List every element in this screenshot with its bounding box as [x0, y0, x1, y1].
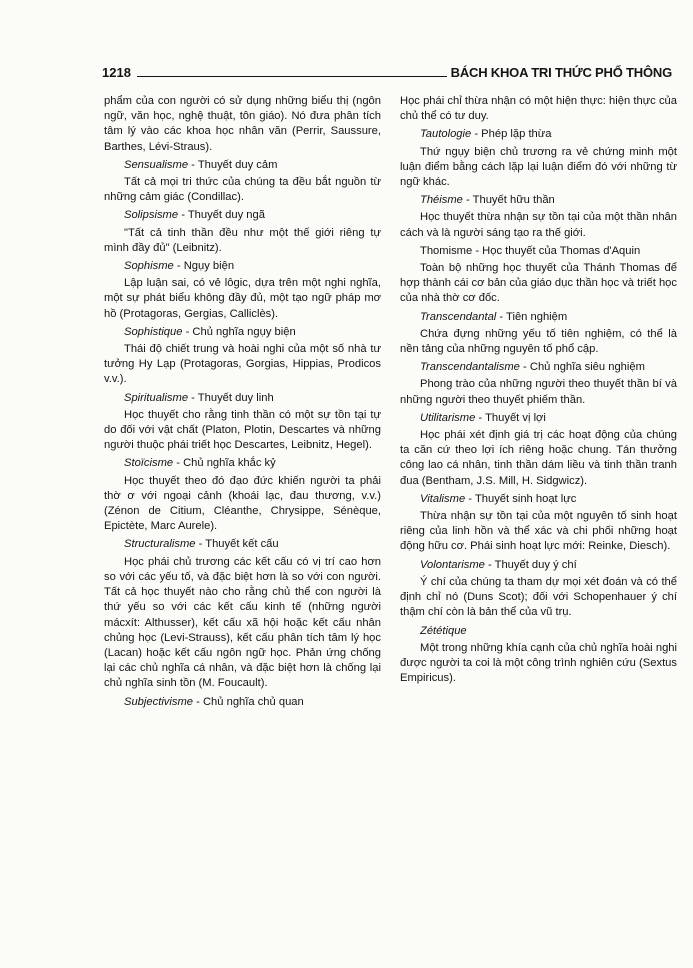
entry-definition: Lập luận sai, có vẻ lôgic, dựa trên một nghi nghĩa, một sự phát biểu không đầy đủ, một tạo ngữ pháp mơ hồ (Protagoras, Gergias, Calliclès). — [104, 277, 381, 320]
entry-heading — [400, 411, 677, 426]
glossary-entry — [400, 360, 677, 408]
entry-term: Théisme — [420, 194, 463, 207]
entry-definition: Học thuyết cho rằng tinh thần có một sự tồn tại tự do đối với vật chất (Platon, Plotin, Descartes và những người thuộc phái triết học Descartes, Leibnitz, Hegel). — [104, 408, 381, 452]
entry-definition: Một trong những khía cạnh của chủ nghĩa hoài nghi được người ta coi là một công trình nghiên cứu (Sextus Empiricus). — [400, 641, 677, 685]
entry-separator: - — [195, 538, 206, 551]
entry-term: Transcendantal — [420, 310, 497, 323]
entry-heading — [104, 695, 381, 710]
glossary-entry — [400, 193, 677, 241]
entry-translation: Ngụy biện — [183, 260, 235, 273]
entry-term: Transcendantalisme — [420, 361, 520, 374]
entry-definition: Thứ ngụy biện chủ trương ra vẻ chứng minh một luận điểm bằng cách lặp lại luận điểm đó với những từ ngữ khác. — [400, 145, 677, 189]
entry-term: Subjectivisme — [124, 695, 194, 708]
entry-separator: - — [471, 128, 482, 141]
glossary-entry — [104, 537, 381, 691]
entry-term: Utilitarisme — [420, 411, 476, 424]
running-header — [102, 62, 672, 80]
entry-separator: - — [173, 260, 184, 273]
entry-separator: - — [188, 158, 198, 171]
entry-heading — [104, 208, 381, 223]
entry-translation: Thuyết kết cấu — [205, 538, 279, 551]
entry-heading — [400, 624, 677, 639]
entry-term: Sophisme — [124, 260, 174, 273]
entry-term: Volontarisme — [420, 558, 485, 571]
entry-term: Vitalisme — [420, 492, 466, 505]
glossary-entry — [104, 158, 381, 206]
entry-separator: - — [465, 492, 475, 505]
entry-heading — [400, 310, 677, 325]
entry-definition: Tất cả mọi tri thức của chúng ta đều bắt nguồn từ những cảm giác (Condillac). — [104, 176, 381, 204]
glossary-entry — [104, 325, 381, 388]
entry-heading — [104, 158, 381, 173]
entry-definition: Thái độ chiết trung và hoài nghi của một số nhà tư tưởng Hy Lạp (Protagoras, Gorgias, Hippias, Prodicos v.v.). — [104, 343, 381, 386]
entry-translation: Chủ nghĩa chủ quan — [202, 695, 304, 708]
entry-heading — [400, 127, 677, 142]
entry-translation: Thuyết sinh hoạt lực — [474, 492, 577, 505]
entry-term: Spiritualisme — [124, 391, 189, 404]
entry-heading — [400, 244, 677, 259]
continuation-text: Học phái chỉ thừa nhận có một hiện thực: hiện thực của chủ thể có tư duy. — [400, 95, 677, 123]
header-rule — [137, 76, 447, 77]
entry-definition: Toàn bộ những học thuyết của Thánh Thomas để hợp thành cái cơ bản của giáo dục thần học và triết học của nhà thờ cơ đốc. — [400, 262, 677, 305]
entry-separator: - — [462, 194, 473, 207]
entry-definition: Học thuyết theo đó đạo đức khiến người ta phải thờ ơ với ngoại cảnh (khoái lạc, đau thương, v.v.) (Zénon de Citium, Cléanthe, Chrysippe, Sénèque, Epictète, Marc Aurele). — [104, 474, 381, 533]
entry-list — [104, 158, 381, 710]
entry-translation: Thuyết duy ngã — [187, 209, 265, 222]
entry-translation: Tiên nghiệm — [506, 310, 568, 323]
entry-term: Sensualisme — [124, 158, 189, 171]
entry-heading — [104, 325, 381, 340]
entry-heading — [104, 537, 381, 552]
book-title: BÁCH KHOA TRI THỨC PHỔ THÔNG — [450, 65, 672, 80]
entry-term: Zététique — [420, 624, 467, 637]
glossary-entry — [104, 259, 381, 322]
entry-separator: - — [519, 361, 530, 374]
entry-term: Tautologie — [420, 128, 472, 141]
entry-translation: Thomisme - Học thuyết của Thomas d'Aquin — [420, 244, 641, 257]
entry-translation: Chủ nghĩa khắc kỷ — [183, 457, 276, 470]
glossary-entry — [400, 558, 677, 621]
entry-term: Stoïcisme — [124, 457, 174, 470]
entry-heading — [104, 456, 381, 471]
glossary-entry — [104, 208, 381, 256]
entry-term: Solipsisme — [124, 209, 179, 222]
entry-translation: Thuyết duy ý chí — [494, 558, 577, 571]
glossary-entry — [400, 127, 677, 190]
entry-translation: Thuyết duy linh — [197, 391, 274, 404]
entry-definition: Ý chí của chúng ta tham dự mọi xét đoán và có thể định chỉ nó (Duns Scot); đối với Schopenhauer ý chí thậm chí còn là bản thể của vũ trụ. — [400, 575, 677, 619]
entry-heading — [400, 360, 677, 375]
entry-term: Sophistique — [124, 325, 183, 338]
entry-term: Structuralisme — [124, 538, 196, 551]
entry-heading — [400, 558, 677, 573]
entry-separator: - — [188, 391, 198, 404]
entry-definition: Học phái chủ trương các kết cấu có vị trí cao hơn so với các yếu tố, và đặc biệt hơn là so với con người. Tất cả học thuyết nào cho rằng chủ thể con người là thứ yếu so với các kết cấu kinh tế (những người mácxít: Althusser), kết cấu xã hội hoặc kết cấu nhân chủng học (Levi-Strauss), kết cấu phân tích tâm lý học (Lacan) hoặc kết cấu ngôn ngữ học. Phản ứng chống lại các chủ nghĩa cá nhân, và đặc biệt hơn là chống lại chủ nghĩa sinh tồn (M. Foucault). — [104, 555, 381, 690]
entry-translation: Chủ nghĩa ngụy biện — [192, 325, 296, 338]
entry-separator: - — [173, 457, 184, 470]
entry-separator: - — [496, 310, 507, 323]
entry-separator: - — [193, 695, 203, 708]
entry-definition: Phong trào của những người theo thuyết thần bí và những người theo thuyết phiếm thần. — [400, 378, 677, 406]
glossary-entry — [104, 391, 381, 454]
glossary-entry — [400, 624, 677, 687]
entry-translation: Thuyết hữu thần — [472, 194, 555, 207]
entry-heading — [104, 391, 381, 406]
entry-separator: - — [178, 209, 188, 222]
left-column — [104, 94, 381, 713]
entry-translation: Thuyết duy cảm — [197, 158, 278, 171]
entry-separator: - — [182, 325, 193, 338]
page-number: 1218 — [102, 65, 131, 80]
glossary-entry — [104, 456, 381, 534]
right-column — [400, 94, 677, 689]
entry-definition: Thừa nhận sự tồn tại của một nguyên tố sinh hoạt riêng của linh hồn và thể xác và chi phối những hoạt động hữu cơ. Phái sinh hoạt lực mới: Reinke, Diesch). — [400, 510, 677, 553]
entry-translation: Thuyết vị lợi — [485, 411, 546, 424]
glossary-entry — [104, 695, 381, 710]
glossary-entry — [400, 310, 677, 358]
entry-separator: - — [475, 411, 486, 424]
entry-heading — [400, 193, 677, 208]
entry-list — [400, 127, 677, 686]
glossary-entry — [400, 244, 677, 307]
entry-separator: - — [484, 558, 495, 571]
entry-definition: "Tất cả tinh thần đều như một thế giới riêng tự mình đầy đủ" (Leibnitz). — [104, 226, 381, 254]
entry-heading — [400, 492, 677, 507]
glossary-entry — [400, 492, 677, 555]
entry-definition: Học thuyết thừa nhận sự tồn tại của một thần nhân cách và là người sáng tạo ra thế giới. — [400, 211, 677, 239]
continuation-text: phẩm của con người có sử dụng những biểu thị (ngôn ngữ, văn học, nghệ thuật, tôn giáo). Nó đưa phân tích tâm lý vào các khoa học nhân văn (Perrir, Saussure, Barthes, Lévi-Straus). — [104, 95, 381, 153]
entry-heading — [104, 259, 381, 274]
entry-translation: Phép lặp thừa — [481, 128, 552, 141]
entry-definition: Học phái xét định giá trị các hoạt động của chúng ta căn cứ theo lợi ích riêng hoặc chung. Tán thưởng công lao cá nhân, tinh thần dám liều và tinh thần tranh đua (Bentham, J.S. Mill, H. Sidgwicz). — [400, 429, 677, 487]
entry-translation: Chủ nghĩa siêu nghiệm — [529, 361, 645, 374]
glossary-entry — [400, 411, 677, 489]
entry-definition: Chứa đựng những yếu tố tiên nghiệm, có thể là nền tảng của những nguyên tố phổ cập. — [400, 327, 677, 356]
